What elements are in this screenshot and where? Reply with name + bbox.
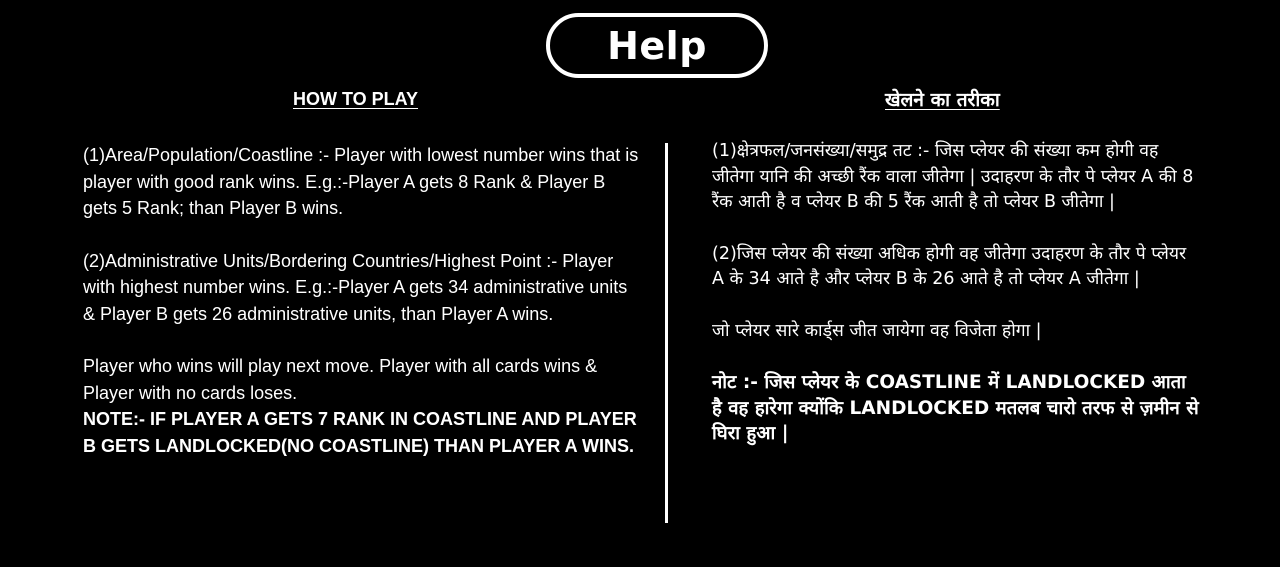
- hindi-heading: खेलने का तरीका: [885, 89, 1000, 111]
- english-rule-2: (2)Administrative Units/Bordering Countries/Highest Point :- Player with highest number wins. E.g.:-Player A gets 34 administrative units & Player B gets 26 administrative units, than Player A wins.: [83, 250, 628, 324]
- english-instructions: [83, 142, 643, 459]
- hindi-rule-1: (1)क्षेत्रफल/जनसंख्या/समुद्र तट :- जिस प्लेयर की संख्या कम होगी वह जीतेगा यानि की अच्छी रैंक वाला जीतेगा | उदाहरण के तौर पे प्लेयर A की 8 रैंक आती है व प्लेयर B की 5 रैंक आती है तो प्लेयर B जीतेगा |: [712, 141, 1194, 212]
- english-heading: HOW TO PLAY: [293, 89, 419, 109]
- english-note: NOTE:- IF PLAYER A GETS 7 RANK IN COASTLINE AND PLAYER B GETS LANDLOCKED(NO COASTLINE) THAN PLAYER A WINS.: [83, 409, 637, 456]
- english-rule-1: (1)Area/Population/Coastline :- Player with lowest number wins that is player with good rank wins. E.g.:-Player A gets 8 Rank & Player B gets 5 Rank; than Player B wins.: [83, 145, 639, 218]
- hindi-rule-2: (2)जिस प्लेयर की संख्या अधिक होगी वह जीतेगा उदाहरण के तौर पे प्लेयर A के 34 आते है और प्लेयर B के 26 आते है तो प्लेयर A जीतेगा |: [712, 243, 1187, 289]
- help-button[interactable]: Help: [546, 13, 768, 78]
- hindi-instructions: [712, 139, 1202, 447]
- column-divider: [665, 143, 668, 523]
- hindi-note: नोट :- जिस प्लेयर के COASTLINE में LANDLOCKED आता है वह हारेगा क्योंकि LANDLOCKED मतलब चारो तरफ से ज़मीन से घिरा हुआ |: [712, 372, 1199, 444]
- english-rule-3: Player who wins will play next move. Player with all cards wins & Player with no cards loses.: [83, 356, 598, 403]
- hindi-rule-3: जो प्लेयर सारे कार्ड्स जीत जायेगा वह विजेता होगा |: [712, 320, 1042, 341]
